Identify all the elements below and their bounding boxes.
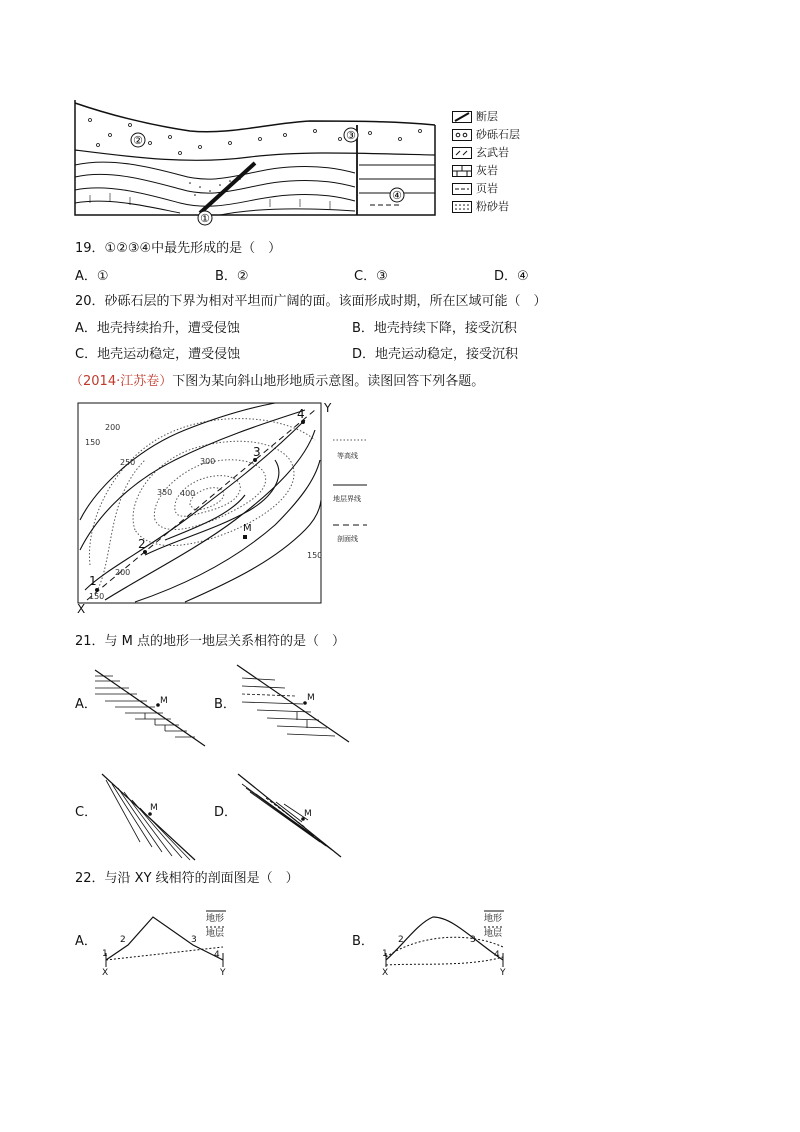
point-label-m: M [243,523,252,534]
axis-label-x: X [102,968,109,978]
q21-option-b[interactable]: B． [214,697,236,712]
q22-option-a[interactable]: A． [75,934,97,949]
axis-label-y: Y [500,968,506,978]
contour-label: 400 [180,489,196,498]
q21-option-d-diagram[interactable] [236,772,346,862]
legend-row-basalt [452,144,542,162]
q21-stem: 21．与 M 点的地形一地层关系相符的是（ ） [75,634,346,649]
q19-option-b[interactable]: B．② [215,269,249,284]
m-label: M [150,803,158,813]
axis-label-x: X [77,602,86,616]
marker-2: ② [133,134,143,147]
q20-option-a[interactable]: A．地壳持续抬升，遭受侵蚀 [75,321,240,336]
point-label-1: 1 [102,949,108,959]
q22-option-b[interactable]: B． [352,934,374,949]
source-label: （2014·江苏卷） [70,374,173,389]
point-label-4: 4 [297,407,305,421]
point-label-3: 3 [191,935,197,945]
q19-option-a[interactable]: A．① [75,269,109,284]
map-legend [333,440,367,543]
point-label-2: 2 [398,935,404,945]
point-label-3: 3 [470,935,476,945]
legend-terrain: 地形 [484,914,503,924]
legend-row-limestone [452,162,542,180]
axis-label-y: Y [220,968,226,978]
q20-option-d[interactable]: D．地壳运动稳定，接受沉积 [352,347,519,362]
point-label-1: 1 [382,949,388,959]
point-label-4: 4 [494,950,500,960]
point-label-1: 1 [89,574,97,588]
q21-option-b-diagram[interactable] [237,660,352,750]
q19-option-c[interactable]: C．③ [354,269,388,284]
legend-label: 剖面线 [337,535,358,543]
contour-label: 150 [89,592,105,601]
q19-option-d[interactable]: D．④ [494,269,529,284]
m-label: M [160,696,168,706]
contour-label: 250 [120,458,136,467]
m-label: M [304,809,312,819]
legend-row-siltstone [452,198,542,216]
q19-stem: 19．①②③④中最先形成的是（ ） [75,241,282,256]
axis-label-x: X [382,968,389,978]
legend-label: 玄武岩 [476,146,509,159]
q21-option-c-diagram[interactable] [100,772,200,862]
legend-label: 灰岩 [476,164,498,177]
q22-stem: 22．与沿 XY 线相符的剖面图是（ ） [75,871,299,886]
legend-label: 等高线 [337,452,358,460]
legend-strata: 地层 [206,929,225,939]
contour-label: 200 [105,423,121,432]
contour-label: 200 [115,568,131,577]
marker-4: ④ [392,189,402,202]
q21-option-a-diagram[interactable] [95,668,210,748]
contour-label: 350 [157,488,173,497]
question-group-intro [70,373,484,391]
point-label-2: 2 [138,537,146,551]
legend-strata: 地层 [484,929,503,939]
marker-3: ③ [346,129,356,142]
fig1-legend [452,108,542,216]
marker-1: ① [200,212,210,225]
legend-row-shale [452,180,542,198]
q21-option-a[interactable]: A． [75,697,97,712]
legend-label: 粉砂岩 [476,200,509,213]
q20-stem: 20．砂砾石层的下界为相对平坦而广阔的面。该面形成时期，所在区域可能（ ） [75,294,547,309]
contour-map [75,400,375,618]
legend-label: 断层 [476,110,498,123]
legend-label: 砂砾石层 [476,128,520,141]
contour-label: 300 [200,457,216,466]
axis-label-y: Y [324,401,332,415]
q21-option-c[interactable]: C． [75,805,98,820]
m-label: M [307,693,315,703]
q20-option-c[interactable]: C．地壳运动稳定，遭受侵蚀 [75,347,241,362]
legend-terrain: 地形 [206,914,225,924]
geologic-cross-section [70,95,440,230]
point-label-4: 4 [214,950,220,960]
point-label-3: 3 [253,445,261,459]
q22-option-a-diagram[interactable] [98,905,248,977]
q20-option-b[interactable]: B．地壳持续下降，接受沉积 [352,321,517,336]
q22-option-b-diagram[interactable] [378,905,528,977]
q21-option-d[interactable]: D． [214,805,238,820]
intro-text: 下图为某向斜山地形地质示意图。读图回答下列各题。 [172,374,485,389]
point-label-2: 2 [120,935,126,945]
legend-row-gravel [452,126,542,144]
contour-label: 150 [307,551,323,560]
legend-row-fault [452,108,542,126]
legend-label: 地层界线 [333,495,361,503]
legend-label: 页岩 [476,182,498,195]
contour-label: 150 [85,438,101,447]
